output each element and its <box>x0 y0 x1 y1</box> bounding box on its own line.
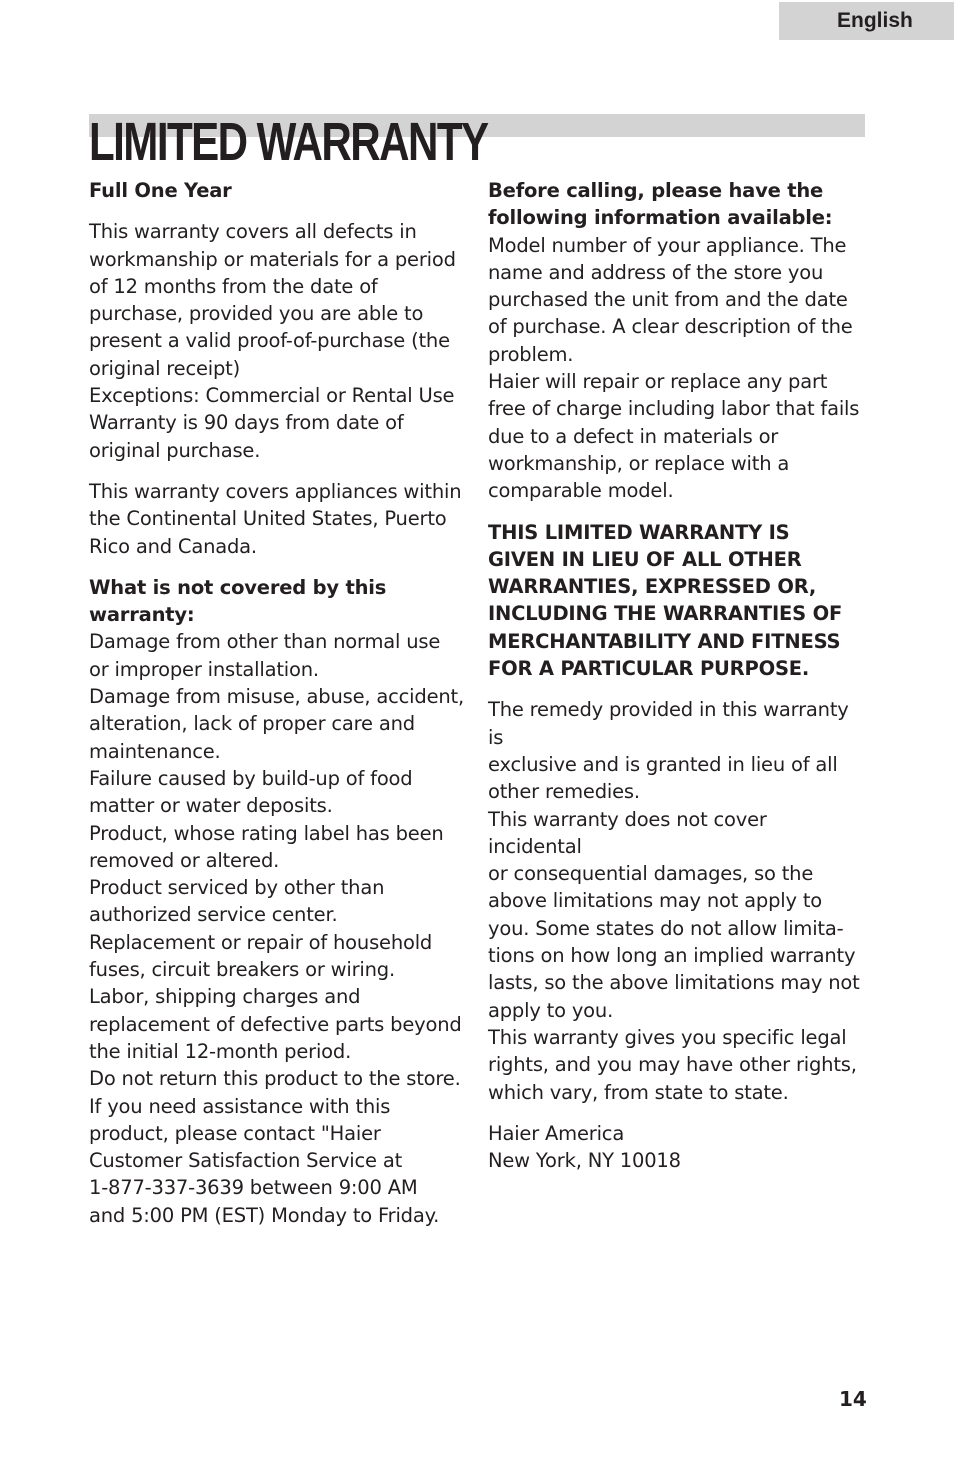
text-line: maintenance. <box>89 739 221 763</box>
text-line: you. Some states do not allow limita- <box>488 916 844 940</box>
remedy-paragraph <box>488 696 866 1105</box>
right-column <box>488 177 866 1174</box>
text-line: This warranty covers appliances within <box>89 479 462 503</box>
heading-line: warranty: <box>89 603 195 627</box>
text-line: Damage from misuse, abuse, accident, <box>89 685 464 709</box>
text-line: workmanship or materials for a period <box>89 247 456 271</box>
text-line: lasts, so the above limitations may not <box>488 971 860 995</box>
text-line: alteration, lack of proper care and <box>89 712 415 736</box>
text-line: free of charge including labor that fails <box>488 397 860 421</box>
text-line: Product, whose rating label has been <box>89 821 444 845</box>
page-number: 14 <box>839 1387 867 1411</box>
text-line: product, please contact "Haier <box>89 1121 381 1145</box>
text-line: If you need assistance with this <box>89 1094 391 1118</box>
text-line: Warranty is 90 days from date of <box>89 411 404 435</box>
before-calling-heading <box>488 177 866 232</box>
territory-paragraph <box>89 478 465 560</box>
text-line: This warranty gives you specific legal <box>488 1025 847 1049</box>
text-line: above limitations may not apply to <box>488 889 823 913</box>
coverage-paragraph <box>89 218 465 464</box>
text-line: Damage from other than normal use <box>89 630 441 654</box>
text-line: workmanship, or replace with a <box>488 451 790 475</box>
text-line: fuses, circuit breakers or wiring. <box>89 958 395 982</box>
text-line: Model number of your appliance. The <box>488 233 847 257</box>
text-line: THIS LIMITED WARRANTY IS <box>488 520 790 544</box>
heading-line: What is not covered by this <box>89 575 387 599</box>
text-line: purchase, provided you are able to <box>89 302 424 326</box>
text-line: original receipt) <box>89 356 241 380</box>
text-line: exclusive and is granted in lieu of all <box>488 752 838 776</box>
text-line: removed or altered. <box>89 848 280 872</box>
text-line: INCLUDING THE WARRANTIES OF <box>488 602 843 626</box>
text-line: Replacement or repair of household <box>89 930 433 954</box>
text-line: 1-877-337-3639 between 9:00 AM <box>89 1176 418 1200</box>
text-line: other remedies. <box>488 780 640 804</box>
page-title: LIMITED WARRANTY <box>89 112 488 172</box>
text-line: Exceptions: Commercial or Rental Use <box>89 384 455 408</box>
text-line: This warranty does not cover incidental <box>488 807 767 858</box>
text-line: present a valid proof-of-purchase (the <box>89 329 450 353</box>
text-line: Haier will repair or replace any part <box>488 370 828 394</box>
text-line: FOR A PARTICULAR PURPOSE. <box>488 657 810 681</box>
text-line: of 12 months from the date of <box>89 274 378 298</box>
text-line: name and address of the store you <box>488 260 824 284</box>
text-line: and 5:00 PM (EST) Monday to Friday. <box>89 1203 440 1227</box>
text-line: WARRANTIES, EXPRESSED OR, <box>488 575 817 599</box>
text-line: matter or water deposits. <box>89 794 333 818</box>
text-line: the Continental United States, Puerto <box>89 507 447 531</box>
text-line: problem. <box>488 342 574 366</box>
company-address: New York, NY 10018 <box>488 1149 681 1173</box>
text-line: Do not return this product to the store. <box>89 1067 461 1091</box>
text-line: This warranty covers all defects in <box>89 220 417 244</box>
company-name: Haier America <box>488 1121 625 1145</box>
language-tab: English <box>779 2 954 40</box>
text-line: of purchase. A clear description of the <box>488 315 853 339</box>
not-covered-heading <box>89 574 465 629</box>
text-line: tions on how long an implied warranty <box>488 944 856 968</box>
not-covered-list <box>89 628 465 1229</box>
address-block <box>488 1120 866 1175</box>
text-line: rights, and you may have other rights, <box>488 1053 857 1077</box>
text-line: replacement of defective parts beyond <box>89 1012 462 1036</box>
text-line: GIVEN IN LIEU OF ALL OTHER <box>488 547 802 571</box>
heading-line: Before calling, please have the <box>488 179 824 202</box>
disclaimer-paragraph <box>488 519 866 683</box>
text-line: MERCHANTABILITY AND FITNESS <box>488 629 841 653</box>
heading-line: following information available: <box>488 206 833 230</box>
text-line: Rico and Canada. <box>89 534 257 558</box>
info-paragraph <box>488 232 866 505</box>
text-line: the initial 12-month period. <box>89 1039 352 1063</box>
text-line: Customer Satisfaction Service at <box>89 1149 403 1173</box>
text-line: authorized service center. <box>89 903 338 927</box>
text-line: Product serviced by other than <box>89 876 385 900</box>
text-line: Failure caused by build-up of food <box>89 766 413 790</box>
text-line: The remedy provided in this warranty is <box>488 698 849 749</box>
text-line: comparable model. <box>488 479 674 503</box>
text-line: purchased the unit from and the date <box>488 288 848 312</box>
text-line: apply to you. <box>488 998 614 1022</box>
text-line: or improper installation. <box>89 657 319 681</box>
full-one-year-heading: Full One Year <box>89 179 232 202</box>
left-column <box>89 177 465 1229</box>
text-line: or consequential damages, so the <box>488 862 814 886</box>
text-line: due to a defect in materials or <box>488 424 779 448</box>
text-line: original purchase. <box>89 438 261 462</box>
text-line: Labor, shipping charges and <box>89 985 361 1009</box>
text-line: which vary, from state to state. <box>488 1080 789 1104</box>
